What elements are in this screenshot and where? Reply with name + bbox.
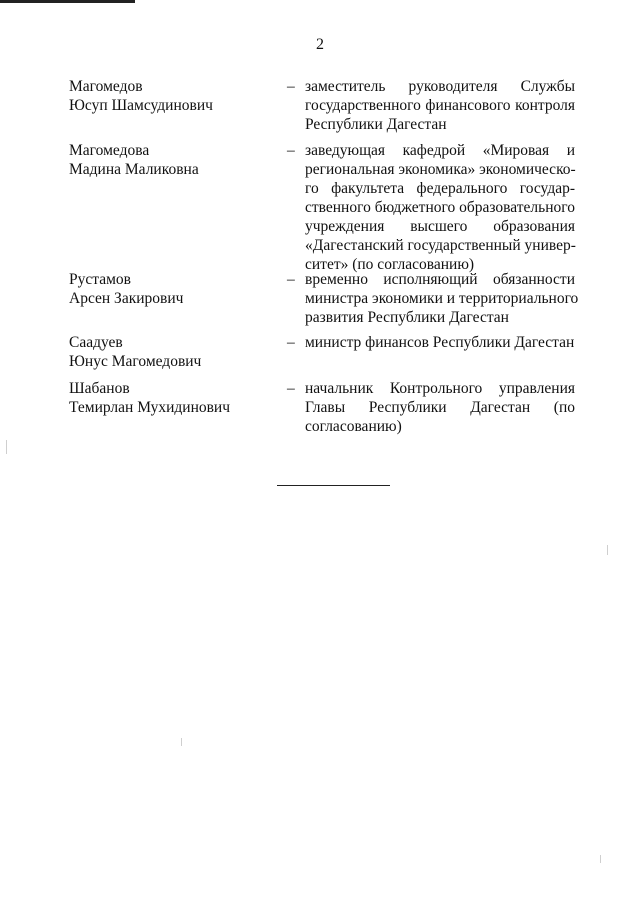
end-rule (277, 485, 390, 486)
member-given-names: Арсен Закирович (69, 290, 184, 307)
dash-separator: – (287, 78, 295, 95)
member-given-names: Мадина Маликовна (69, 161, 199, 178)
page-number: 2 (316, 36, 324, 53)
member-name (69, 77, 213, 115)
position-line: заведующая кафедрой «Мировая и (305, 142, 575, 159)
position-line: учреждения высшего образования (305, 218, 575, 235)
position-line: заместитель руководителя Службы (305, 78, 575, 95)
scan-speck (600, 855, 601, 863)
member-name (69, 379, 230, 417)
position-line: Республики Дагестан (305, 116, 447, 133)
position-line: «Дагестанский государственный универ- (305, 237, 576, 254)
member-position (305, 77, 575, 134)
scan-speck (181, 738, 182, 746)
dash-separator: – (287, 271, 295, 288)
dash-separator: – (287, 380, 295, 397)
member-given-names: Юсуп Шамсудинович (69, 97, 213, 114)
position-line: начальник Контрольного управления (305, 380, 575, 397)
position-line: развития Республики Дагестан (305, 309, 509, 326)
position-line: Главы Республики Дагестан (по (305, 399, 575, 416)
position-line: государственного финансового контроля (305, 97, 575, 114)
position-line: министра экономики и территориального (305, 290, 579, 307)
member-surname: Магомедова (69, 142, 150, 159)
member-given-names: Темирлан Мухидинович (69, 399, 231, 416)
position-line: региональная экономика» экономическо- (305, 161, 576, 178)
position-line: ственного бюджетного образовательного (305, 199, 575, 216)
member-surname: Саадуев (69, 334, 123, 351)
dash-separator: – (287, 334, 295, 351)
position-line: временно исполняющий обязанности (305, 271, 575, 288)
position-line: ситет» (по согласованию) (305, 256, 475, 273)
member-surname: Шабанов (69, 380, 130, 397)
member-position (305, 141, 575, 274)
scan-speck (607, 545, 608, 555)
member-name (69, 141, 199, 179)
member-position (305, 270, 579, 327)
member-position (305, 333, 575, 352)
position-line: согласованию) (305, 418, 402, 435)
dash-separator: – (287, 142, 295, 159)
member-name (69, 270, 183, 308)
member-position (305, 379, 575, 436)
scan-speck (6, 440, 7, 454)
member-name (69, 333, 201, 371)
member-given-names: Юнус Магомедович (69, 353, 202, 370)
scan-edge-line (0, 0, 135, 3)
position-line: министр финансов Республики Дагестан (305, 334, 575, 351)
member-surname: Рустамов (69, 271, 131, 288)
position-line: го факультета федерального государ- (305, 180, 575, 197)
member-surname: Магомедов (69, 78, 143, 95)
